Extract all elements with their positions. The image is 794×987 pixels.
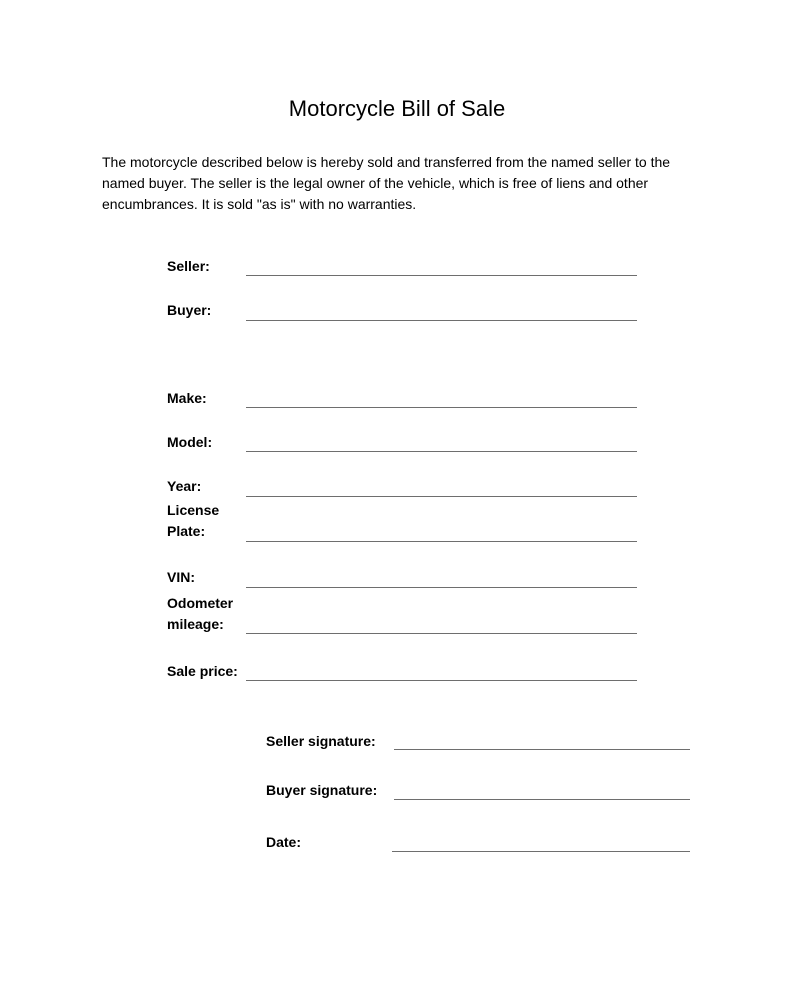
- vin-label: VIN:: [167, 569, 195, 585]
- date-field-line[interactable]: [392, 851, 690, 852]
- license-plate-label-line1: License: [167, 502, 220, 518]
- year-field-line[interactable]: [246, 496, 637, 497]
- license-plate-field-line[interactable]: [246, 541, 637, 542]
- seller-label: Seller:: [167, 258, 210, 274]
- intro-paragraph: The motorcycle described below is hereby sold and transferred from the named seller to the named buyer. The seller is the legal owner of the vehicle, which is free of liens and other encumbrances. It is sold "as is" with no warranties.: [102, 154, 671, 212]
- odometer-field-line[interactable]: [246, 633, 637, 634]
- buyer-label: Buyer:: [167, 302, 212, 318]
- buyer-field-line[interactable]: [246, 320, 637, 321]
- date-label: Date:: [266, 834, 302, 850]
- license-plate-label-line2: Plate:: [167, 523, 206, 539]
- make-field-line[interactable]: [246, 407, 637, 408]
- seller-signature-label: Seller signature:: [266, 733, 376, 749]
- vin-field-line[interactable]: [246, 587, 637, 588]
- make-label: Make:: [167, 390, 207, 406]
- sale-price-label: Sale price:: [167, 663, 238, 679]
- model-field-line[interactable]: [246, 451, 637, 452]
- odometer-label-line2: mileage:: [167, 616, 224, 632]
- model-label: Model:: [167, 434, 213, 450]
- sale-price-field-line[interactable]: [246, 680, 637, 681]
- year-label: Year:: [167, 478, 202, 494]
- buyer-signature-line[interactable]: [394, 799, 690, 800]
- seller-signature-line[interactable]: [394, 749, 690, 750]
- document-title: Motorcycle Bill of Sale: [288, 96, 506, 121]
- seller-field-line[interactable]: [246, 275, 637, 276]
- buyer-signature-label: Buyer signature:: [266, 782, 378, 798]
- odometer-label-line1: Odometer: [167, 595, 234, 611]
